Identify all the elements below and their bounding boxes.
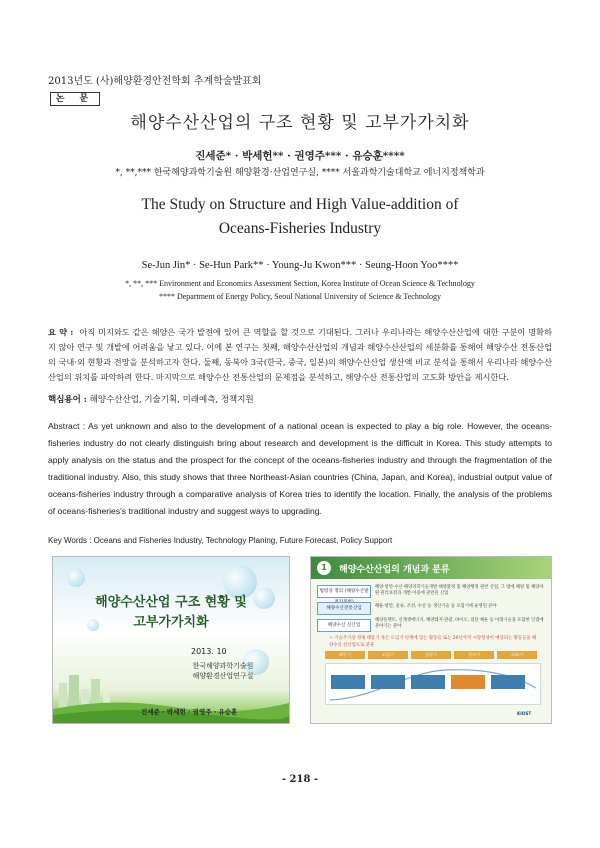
abstract-korean [48, 325, 552, 385]
abstract-english-text: As yet unknown and also to the development of a national ocean is expected to play a big role. However, the oceans-fisheries industry do not clearly distinguish bring about research and development is the difficult in Korea. This study attempts to apply analysis on the status and the prospect for the concept of the oceans-fisheries industry and through the fragmentation of the traditional industry. Also, this study shows that three Northeast-Asian countries (China, Japan, and Korea), industrial output value of oceans-fisheries industry through a comparative analysis of Korea tries to identify the location. Finally, the analysis of the problems of oceans-fisheries's traditional industry and suggest ways to upgrading. [48, 421, 553, 516]
row-text: 해양·항만·수산·해양과학기술개발·해양환경 및 해양행정 관련 산업, 그 밖에 해양 및 해양자원 관리보전과 개발·이용에 관련된 산업 [375, 585, 544, 596]
conference-header: 2013년도 (사)해양환경안전학회 추계학술발표회 [48, 76, 262, 87]
abstract-english [48, 418, 552, 520]
slide-note: ☞ 기술주기상 경제 태동기 혹은 도입기 단계에 있는 활동들 또는 20년까지 시장형성이 예상되는 활동들을 해양수산 신산업으로 분류 [329, 636, 537, 648]
title-slide-image [52, 556, 290, 724]
stage-label: 쇠퇴기 [497, 651, 537, 659]
industry-box [331, 675, 365, 689]
stage-label: 성숙기 [454, 651, 494, 659]
title-english-line1: The Study on Structure and High Value-addition of [141, 196, 459, 213]
affiliation-english-1: *, **, *** Environment and Economics Assessment Section, Korea Institute of Ocean Science & Technology [125, 279, 475, 288]
authors-english: Se-Jun Jin* · Se-Hun Park** · Young-Ju Kwon*** · Seung-Hoon Yoo**** [141, 260, 459, 271]
stage-label: 태동기 [325, 651, 365, 659]
concept-slide-image [310, 556, 552, 724]
abstract-korean-label: 요 약 : [48, 327, 74, 337]
slide-org-line1: 한국해양과학기술원 [192, 662, 254, 670]
bubble-decoration [67, 569, 85, 587]
slide-date: 2013. 10 [191, 647, 227, 656]
affiliation-korean: *, **,*** 한국해양과학기술원 해양환경·산업연구실, **** 서울과학기술대학교 에너지정책학과 [115, 168, 485, 178]
stage-label: 성장기 [411, 651, 451, 659]
affiliation-english-2: **** Department of Energy Policy, Seoul National University of Science & Technology [158, 292, 442, 301]
row-text: 해운·항만, 물류, 조선, 수산 등 생산기술 등 포함기에 운영된 분야 [375, 604, 497, 609]
article-type-badge: 논 문 [50, 92, 100, 106]
slide-number-badge: 1 [317, 561, 331, 575]
keywords-english-label: Key Words : [48, 536, 92, 545]
kiost-logo: KIOST [517, 711, 532, 716]
authors-korean: 진세준* · 박세헌** · 권영주*** · 유승훈**** [195, 150, 405, 162]
slide-org-line2: 해양환경산업연구실 [192, 672, 254, 680]
industry-box [411, 675, 445, 689]
keywords-korean-text: 해양수산산업, 기술기획, 미래예측, 정책지원 [89, 395, 254, 405]
slide-heading: 해양수산산업의 개념과 분류 [339, 565, 450, 575]
title-english-line2: Oceans-Fisheries Industry [218, 220, 382, 237]
row-label: 해양수산전통산업 [317, 602, 371, 615]
title-korean: 해양수산산업의 구조 현황 및 고부가가치화 [130, 113, 470, 133]
slide-title-line1: 해양수산산업 구조 현황 및 [95, 595, 247, 610]
keywords-english [48, 536, 392, 545]
page-number: - 218 - [281, 774, 319, 785]
keywords-korean-label: 핵심용어 : [48, 395, 87, 405]
keywords-korean [48, 393, 254, 405]
industry-box [371, 675, 405, 689]
slide-title-line2: 고부가가치화 [133, 615, 209, 630]
industry-box [451, 675, 485, 689]
title-english [0, 193, 600, 241]
abstract-korean-text: 아직 미지와도 같은 해양은 국가 발전에 있어 큰 역할을 할 것으로 기대된다. 그러나 우리나라는 해양수산산업에 대한 구분이 명확하지 않아 연구 및 개발에 어려움을 낳고 있다. 이에 본 연구는 첫째, 해양수산산업의 개념과 해양수산산업의 세분화를 통해여 해양수산 전통산업의 국내·외 현황과 전망을 분석하고자 한다. 둘째, 동북아 3국(한국, 중국, 일본)의 해양수산산업 생산액 비교 분석을 통해서 우리나라 해양수산산업의 위치를 파악하려 한다. 마지막으로 해양수산 전통산업의 문제점을 분석하고, 해양수산 전통산업의 고도화 방안을 제시한다. [48, 327, 552, 382]
slide-title [53, 593, 289, 633]
keywords-english-text: Oceans and Fisheries Industry, Technology Planing, Future Forecast, Policy Support [93, 536, 393, 545]
row-label: 해양수산 신산업 [317, 619, 371, 632]
row-label: 법령상 정의 (해양수산발 [317, 585, 371, 598]
industry-box [491, 675, 525, 689]
row-text: 해양플랜트, 신재생에너지, 해양레저·관광, 바이오, 첨단 해운 등 미래기술을 포함한 인접에 분야기는 분야 [375, 618, 544, 629]
stage-label: 도입기 [368, 651, 408, 659]
slide-author-names: 진세준 · 박세헌 · 권영주 · 유승훈 [141, 708, 238, 716]
abstract-english-label: Abstract : [48, 421, 86, 431]
